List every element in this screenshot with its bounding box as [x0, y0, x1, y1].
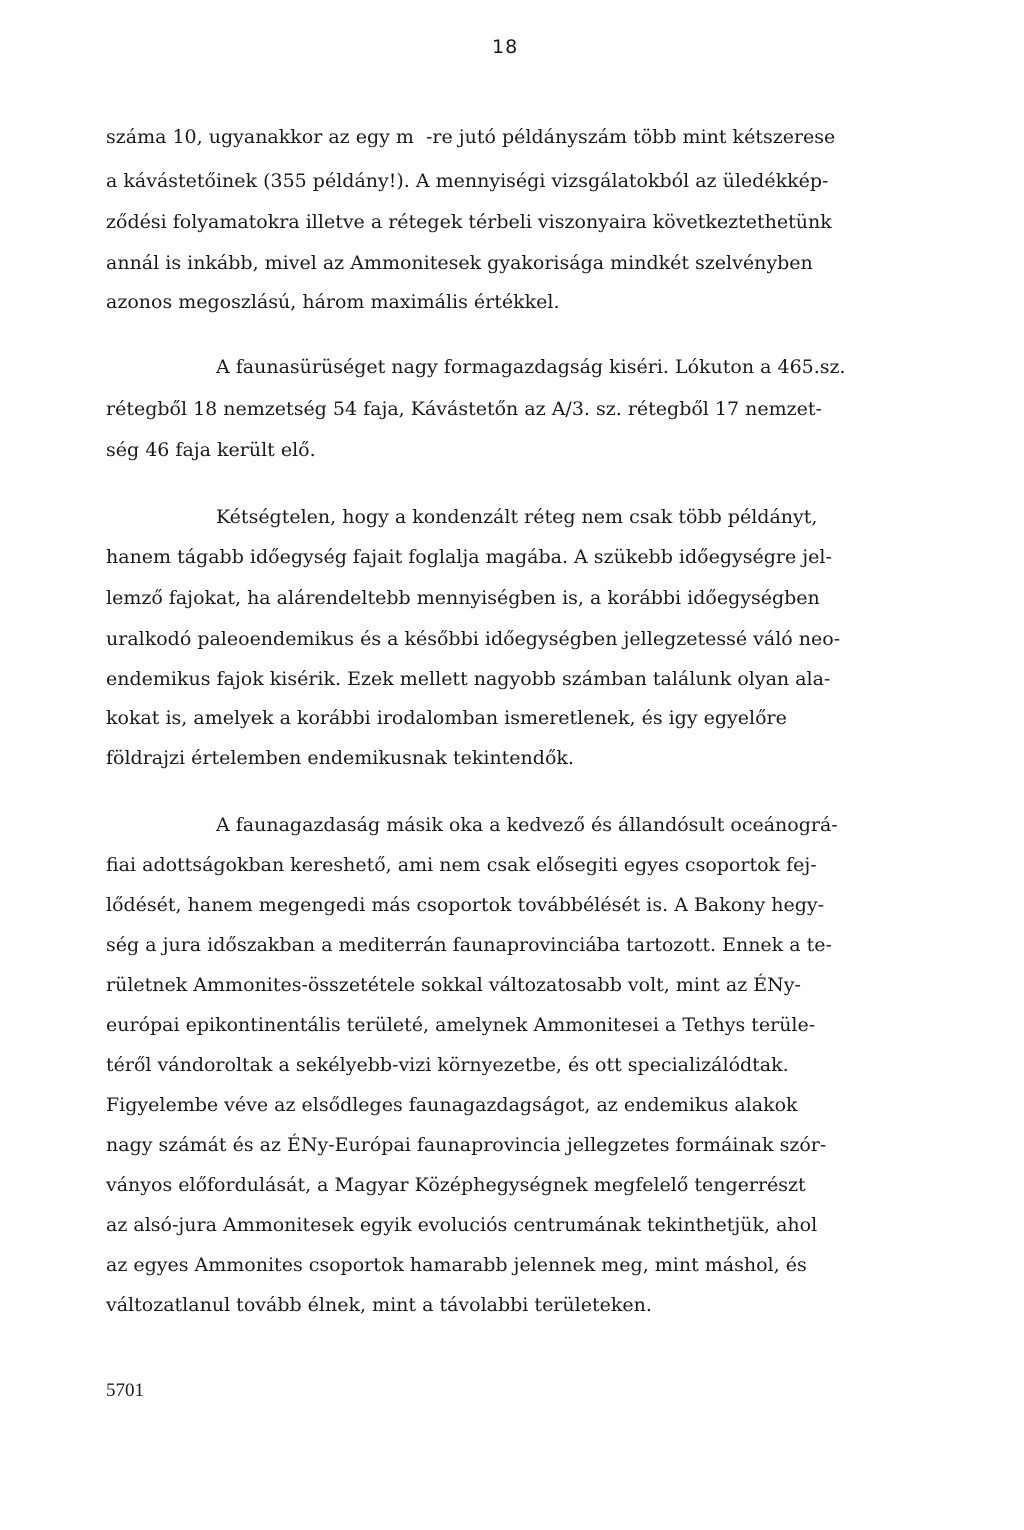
footer-code: 5701 [106, 1380, 144, 1401]
paragraph-line: lemző fajokat, ha alárendeltebb mennyiségben is, a korábbi időegységben [106, 587, 820, 609]
paragraph-line: száma 10, ugyanakkor az egy m -re jutó példányszám több mint kétszerese [106, 126, 836, 148]
paragraph-line: hanem tágabb időegység fajait foglalja magába. A szükebb időegységre jel- [106, 546, 832, 568]
paragraph-line: ség 46 faja került elő. [106, 439, 316, 461]
paragraph-line: A faunagazdaság másik oka a kedvező és állandósult oceánográ- [216, 814, 838, 836]
paragraph-line: európai epikontinentális területé, amelynek Ammonitesei a Tethys terüle- [106, 1014, 816, 1036]
paragraph-line: lődését, hanem megengedi más csoportok továbbélését is. A Bakony hegy- [106, 894, 825, 916]
paragraph-line: ség a jura időszakban a mediterrán faunaprovinciába tartozott. Ennek a te- [106, 934, 832, 956]
paragraph-line: endemikus fajok kisérik. Ezek mellett nagyobb számban találunk olyan ala- [106, 668, 831, 690]
paragraph-line: kokat is, amelyek a korábbi irodalomban ismeretlenek, és igy egyelőre [106, 707, 787, 729]
paragraph-line: nagy számát és az ÉNy-Európai faunaprovincia jellegzetes formáinak szór- [106, 1134, 827, 1156]
paragraph-line: A faunasürüséget nagy formagazdagság kiséri. Lókuton a 465.sz. [216, 356, 846, 378]
paragraph-line: Kétségtelen, hogy a kondenzált réteg nem csak több példányt, [216, 506, 818, 528]
paragraph-line: Figyelembe véve az elsődleges faunagazdagságot, az endemikus alakok [106, 1094, 798, 1116]
paragraph-line: ványos előfordulását, a Magyar Középhegységnek megfelelő tengerrészt [106, 1174, 806, 1196]
paragraph-line: a kávástetőinek (355 példány!). A mennyiségi vizsgálatokból az üledékkép- [106, 170, 829, 192]
paragraph-line: uralkodó paleoendemikus és a későbbi időegységben jellegzetessé váló neo- [106, 628, 841, 650]
paragraph-line: földrajzi értelemben endemikusnak tekintendők. [106, 747, 574, 769]
paragraph-line: az egyes Ammonites csoportok hamarabb jelennek meg, mint máshol, és [106, 1254, 807, 1276]
paragraph-line: rületnek Ammonites-összetétele sokkal változatosabb volt, mint az ÉNy- [106, 974, 801, 996]
paragraph-line: fiai adottságokban kereshető, ami nem csak elősegiti egyes csoportok fej- [106, 854, 817, 876]
paragraph-line: az alsó-jura Ammonitesek egyik evoluciós centrumának tekinthetjük, ahol [106, 1214, 818, 1236]
paragraph-line: változatlanul tovább élnek, mint a távolabbi területeken. [106, 1294, 652, 1316]
paragraph-line: azonos megoszlású, három maximális értékkel. [106, 291, 560, 313]
page-number: 18 [492, 36, 519, 58]
paragraph-line: téről vándoroltak a sekélyebb-vizi környezetbe, és ott specializálódtak. [106, 1054, 789, 1076]
paragraph-line: annál is inkább, mivel az Ammonitesek gyakorisága mindkét szelvényben [106, 252, 813, 274]
paragraph-line: ződési folyamatokra illetve a rétegek térbeli viszonyaira következtethetünk [106, 211, 832, 233]
paragraph-line: rétegből 18 nemzetség 54 faja, Kávástetőn az A/3. sz. rétegből 17 nemzet- [106, 398, 822, 420]
